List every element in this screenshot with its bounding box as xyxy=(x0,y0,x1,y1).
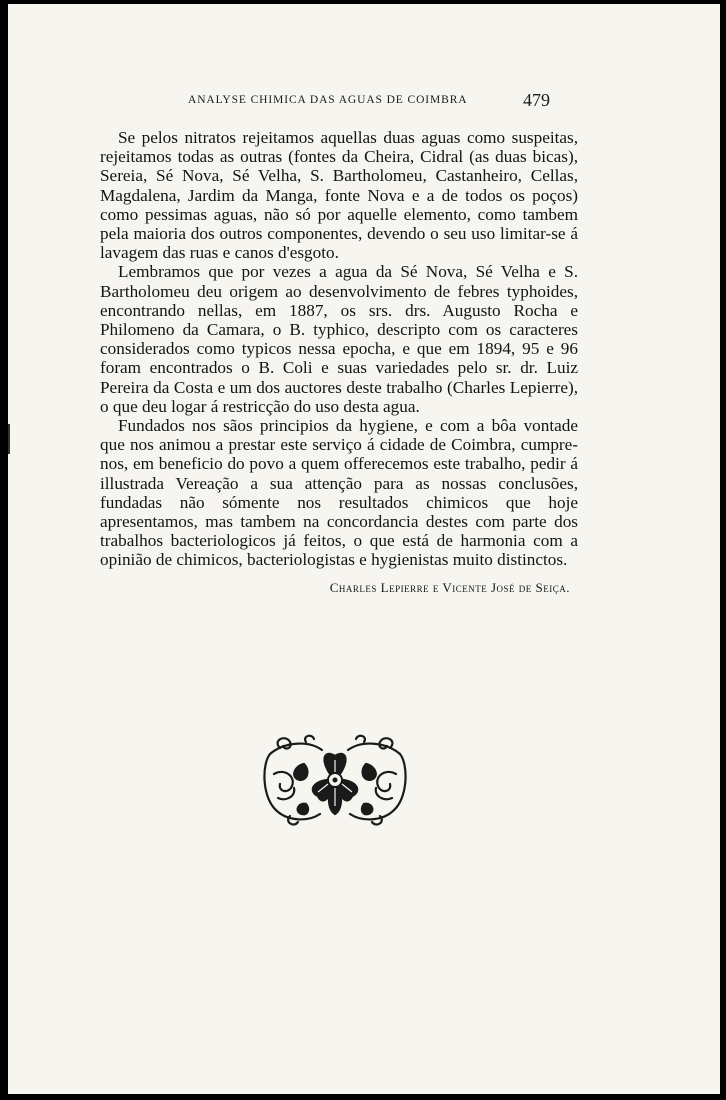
page-number: 479 xyxy=(523,90,550,110)
book-page xyxy=(8,4,720,1094)
running-head xyxy=(8,90,720,114)
paragraph-1: Se pelos nitratos rejeitamos aquellas duas aguas como suspeitas, rejeitamos todas as outras (fontes da Cheira, Cidral (as duas bicas), Sereia, Sé Nova, Sé Velha, S. Bartholomeu, Castanheiro, Cellas, Magdalena, Jardim da Manga, fonte Nova e a de todos os poços) como pessimas aguas, não só por aquelle elemento, como tambem pela maioria dos outros componentes, devendo o seu uso limitar-se á lavagem das ruas e canos d'esgoto. xyxy=(100,128,578,263)
floral-vignette-icon xyxy=(260,734,410,828)
body-text xyxy=(100,128,578,597)
paragraph-3: Fundados nos sãos principios da hygiene, e com a bôa vontade que nos animou a prestar este serviço á cidade de Coimbra, cumpre-nos, em beneficio do povo a quem offerecemos este trabalho, pedir á illustrada Vereação a sua attenção para as nossas conclusões, fundadas não sómente nos resultados chimicos que hoje apresentamos, mas tambem na concordancia destes com parte dos trabalhos bacteriologicos já feitos, o que está de harmonia com a opinião de chimicos, bacteriologistas e hygienistas muito distinctos. xyxy=(100,416,578,570)
page-edge-mark xyxy=(8,424,10,454)
author-signature: Charles Lepierre e Vicente José de Seiça. xyxy=(329,579,570,595)
paragraph-2: Lembramos que por vezes a agua da Sé Nova, Sé Velha e S. Bartholomeu deu origem ao desenvolvimento de febres typhoides, encontrando nellas, em 1887, os srs. drs. Augusto Rocha e Philomeno da Camara, o B. typhico, descripto com os caracteres considerados como typicos nessa epocha, e que em 1894, 95 e 96 foram encontrados o B. Coli e suas variedades pelo sr. dr. Luiz Pereira da Costa e um dos auctores deste trabalho (Charles Lepierre), o que deu logar á restricção do uso desta agua. xyxy=(100,262,578,416)
running-title: ANALYSE CHIMICA DAS AGUAS DE COIMBRA xyxy=(188,94,468,106)
